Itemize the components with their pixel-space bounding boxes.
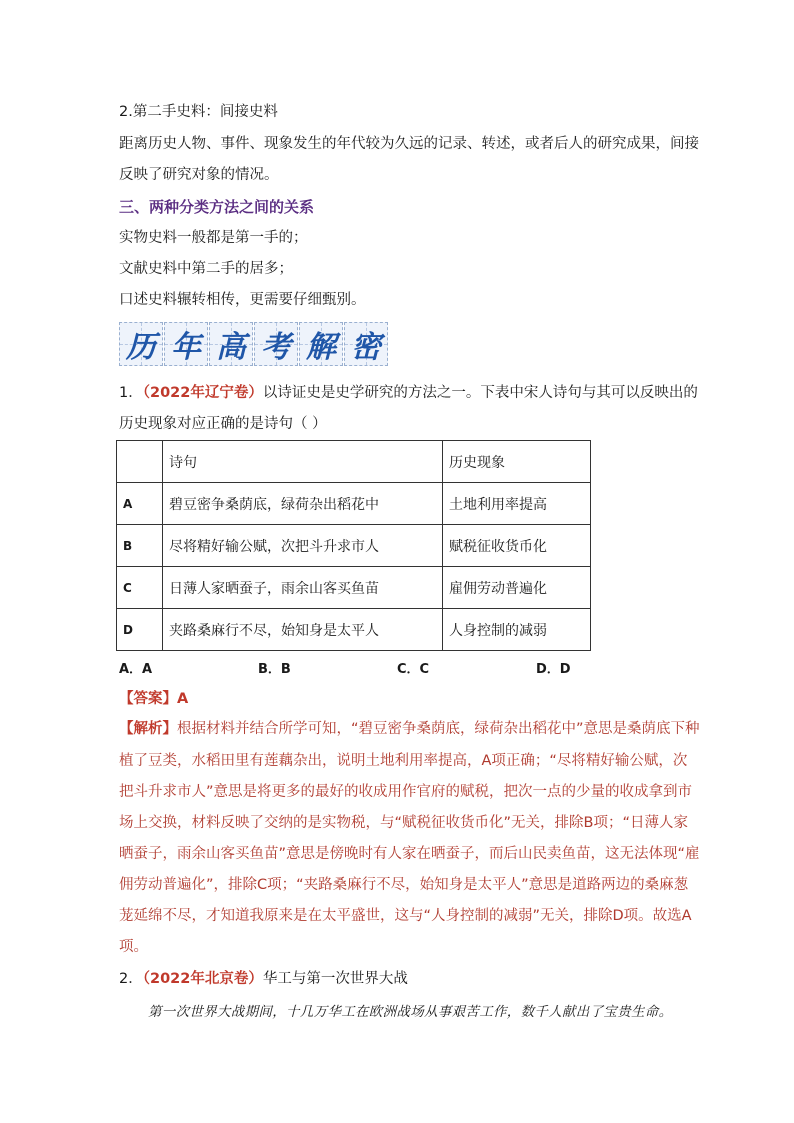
option-a: A．A bbox=[119, 662, 153, 677]
table-row bbox=[117, 609, 591, 651]
analysis-text: 根据材料并结合所学可知，“碧豆密争桑荫底，绿荷杂出稻花中”意思是桑荫底下种 bbox=[177, 721, 700, 737]
banner-char: 年 bbox=[164, 322, 208, 366]
table-cell: A bbox=[117, 483, 163, 525]
banner-char: 高 bbox=[209, 322, 253, 366]
table-cell: 人身控制的减弱 bbox=[443, 609, 591, 651]
q1-analysis-line4: 场上交换，材料反映了交纳的是实物税，与“赋税征收货币化”无关，排除B项；“日薄人家 bbox=[119, 815, 688, 831]
q2-stem bbox=[119, 969, 408, 989]
section2-title: 2.第二手史料：间接史料 bbox=[119, 104, 278, 120]
section3-line1: 实物史料一般都是第一手的； bbox=[119, 230, 308, 246]
q1-analysis-line6: 佣劳动普遍化”，排除C项；“夹路桑麻行不尽，始知身是太平人”意思是道路两边的桑麻葱 bbox=[119, 877, 689, 893]
table-cell: B bbox=[117, 525, 163, 567]
q2-extract: 第一次世界大战期间，十几万华工在欧洲战场从事艰苦工作，数千人献出了宝贵生命。 bbox=[148, 1004, 673, 1020]
q1-answer bbox=[119, 689, 188, 709]
q1-stem-line1 bbox=[119, 383, 698, 403]
table-header-poem: 诗句 bbox=[163, 441, 443, 483]
q1-number: 1． bbox=[119, 385, 143, 401]
table-row bbox=[117, 525, 591, 567]
q2-title: 华工与第一次世界大战 bbox=[262, 971, 408, 987]
option-d: D．D bbox=[536, 662, 571, 677]
banner-char: 历 bbox=[119, 322, 163, 366]
banner-char: 密 bbox=[344, 322, 388, 366]
q1-stem-text: 以诗证史是史学研究的方法之一。下表中宋人诗句与其可以反映出的 bbox=[262, 385, 698, 401]
table-header-row bbox=[117, 441, 591, 483]
table-header-phenomenon: 历史现象 bbox=[443, 441, 591, 483]
banner-char: 解 bbox=[299, 322, 343, 366]
q1-table bbox=[116, 440, 591, 651]
table-cell: 日薄人家晒蚕子，雨余山客买鱼苗 bbox=[163, 567, 443, 609]
q1-stem-line2: 历史现象对应正确的是诗句（ ） bbox=[119, 416, 327, 432]
option-c: C．C bbox=[397, 662, 430, 677]
section3-heading: 三、两种分类方法之间的关系 bbox=[119, 198, 315, 216]
section2-body-line2: 反映了研究对象的情况。 bbox=[119, 167, 279, 183]
q1-analysis-line5: 晒蚕子，雨余山客买鱼苗”意思是傍晚时有人家在晒蚕子，而后山民卖鱼苗，这无法体现“雇 bbox=[119, 846, 700, 862]
q1-analysis-line8: 项。 bbox=[119, 939, 148, 955]
q2-number: 2． bbox=[119, 971, 143, 987]
section2-body-line1: 距离历史人物、事件、现象发生的年代较为久远的记录、转述，或者后人的研究成果，间接 bbox=[119, 136, 699, 152]
section3-line2: 文献史料中第二手的居多； bbox=[119, 261, 293, 277]
table-cell: 土地利用率提高 bbox=[443, 483, 591, 525]
option-b: B．B bbox=[258, 662, 291, 677]
q1-source: （2022年辽宁卷） bbox=[142, 385, 263, 401]
table-cell: 赋税征收货币化 bbox=[443, 525, 591, 567]
answer-label: 【答案】 bbox=[119, 691, 177, 707]
table-cell: 碧豆密争桑荫底，绿荷杂出稻花中 bbox=[163, 483, 443, 525]
table-row bbox=[117, 567, 591, 609]
analysis-label: 【解析】 bbox=[119, 721, 177, 737]
q1-analysis-line1 bbox=[119, 719, 700, 739]
banner-char: 考 bbox=[254, 322, 298, 366]
q2-source: （2022年北京卷） bbox=[142, 971, 263, 987]
table-cell: 夹路桑麻行不尽，始知身是太平人 bbox=[163, 609, 443, 651]
q1-analysis-line3: 把斗升求市人”意思是将更多的最好的收成用作官府的赋税，把次一点的少量的收成拿到市 bbox=[119, 784, 693, 800]
exam-decode-banner bbox=[119, 322, 388, 366]
q1-analysis-line2: 植了豆类，水稻田里有莲藕杂出，说明土地利用率提高，A项正确；“尽将精好输公赋，次 bbox=[119, 753, 688, 769]
answer-value: A bbox=[177, 691, 189, 707]
table-row bbox=[117, 483, 591, 525]
q1-analysis-line7: 茏延绵不尽，才知道我原来是在太平盛世，这与“人身控制的减弱”无关，排除D项。故选A bbox=[119, 908, 692, 924]
table-cell bbox=[117, 441, 163, 483]
table-cell: 雇佣劳动普遍化 bbox=[443, 567, 591, 609]
table-cell: 尽将精好输公赋，次把斗升求市人 bbox=[163, 525, 443, 567]
section3-line3: 口述史料辗转相传，更需要仔细甄别。 bbox=[119, 292, 366, 308]
table-cell: C bbox=[117, 567, 163, 609]
table-cell: D bbox=[117, 609, 163, 651]
